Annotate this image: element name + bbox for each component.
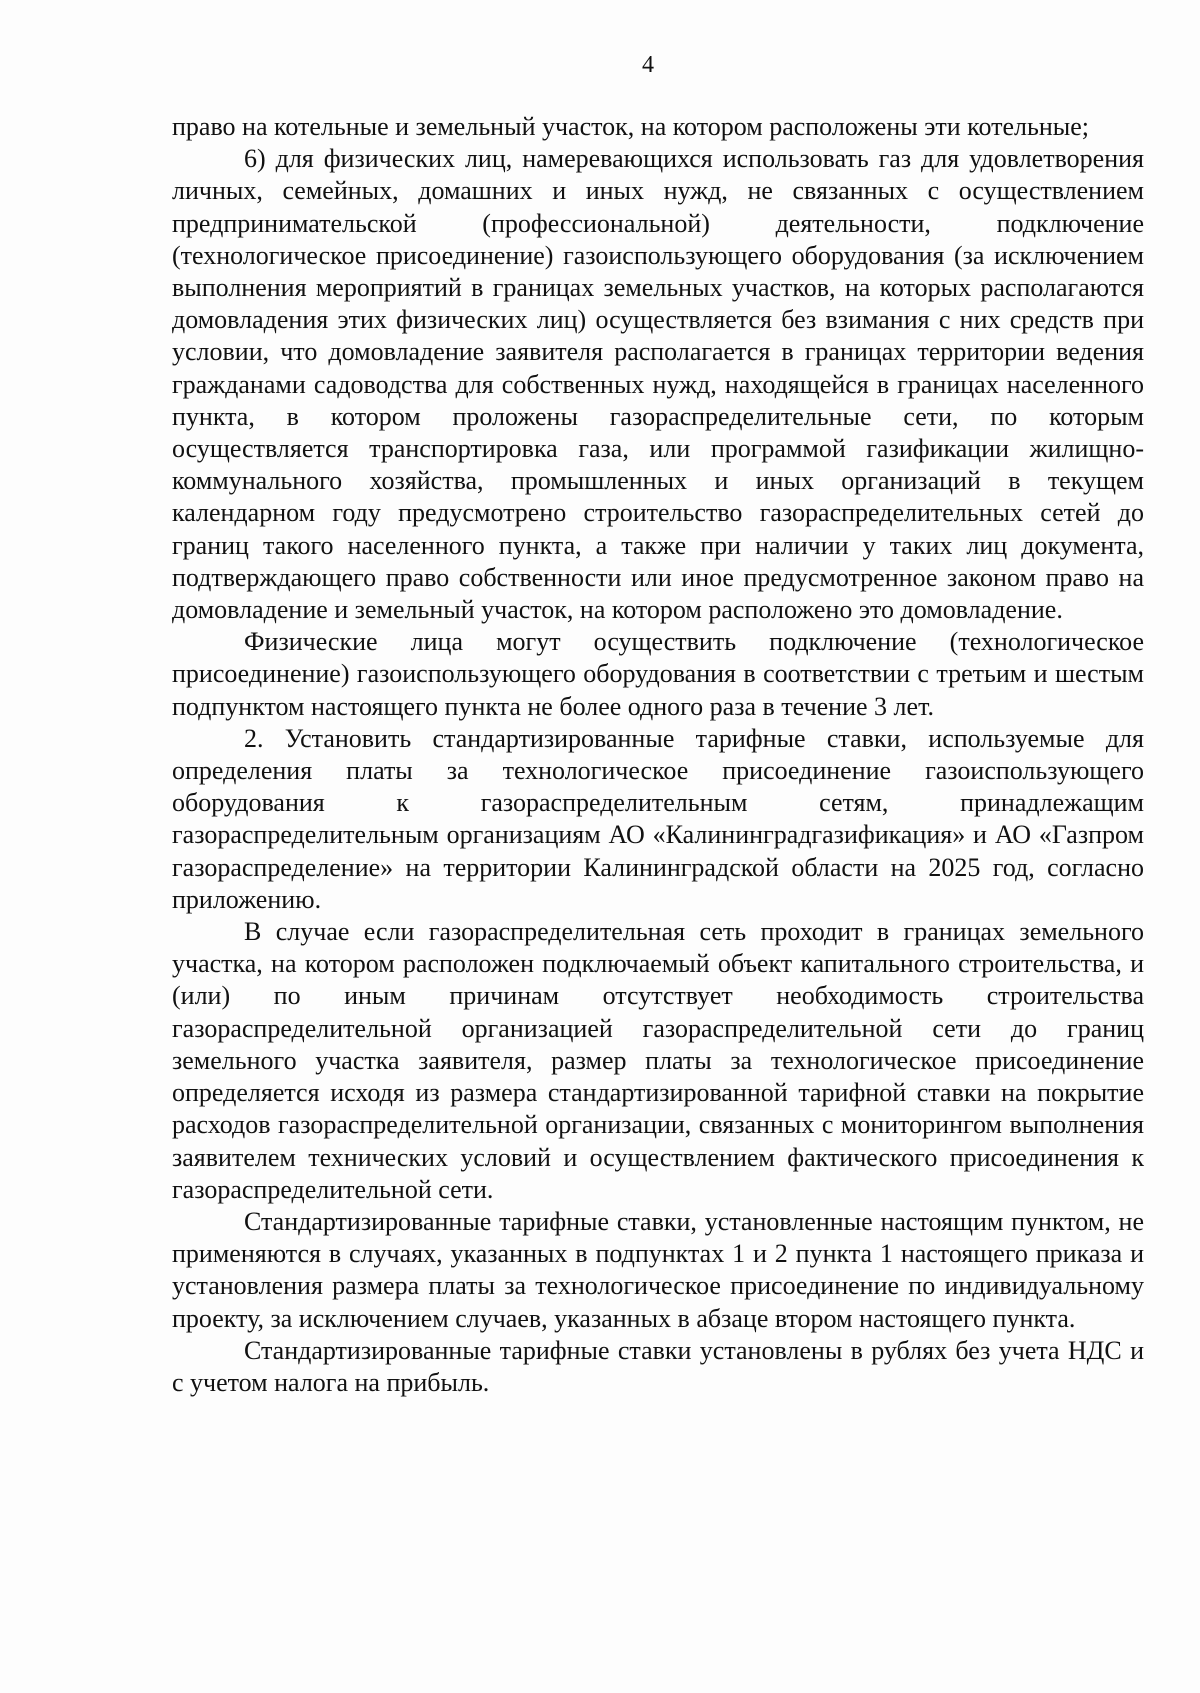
document-body	[172, 111, 1144, 1399]
paragraph-subitem-6: 6) для физических лиц, намеревающихся использовать газ для удовлетворения личных, семейных, домашних и иных нужд, не связанных с осуществлением предпринимательской (профессиональной) деятельности, подключение (технологическое присоединение) газоиспользующего оборудования (за исключением выполнения мероприятий в границах земельных участков, на которых располагаются домовладения этих физических лиц) осуществляется без взимания с них средств при условии, что домовладение заявителя располагается в границах территории ведения гражданами садоводства для собственных нужд, находящейся в границах населенного пункта, в котором проложены газораспределительные сети, по которым осуществляется транспортировка газа, или программой газификации жилищно-коммунального хозяйства, промышленных и иных организаций в текущем календарном году предусмотрено строительство газораспределительных сетей до границ такого населенного пункта, а также при наличии у таких лиц документа, подтверждающего право собственности или иное предусмотренное законом право на домовладение и земельный участок, на котором расположено это домовладение.	[172, 144, 1144, 625]
page-number: 4	[642, 52, 654, 78]
paragraph-item-2-tariff-rates: 2. Установить стандартизированные тарифные ставки, используемые для определения платы за технологическое присоединение газоиспользующего оборудования к газораспределительным сетям, принадлежащим газораспределительным организациям АО «Калининградгазификация» и АО «Газпром газораспределение» на территории Калининградской области на 2025 год, согласно приложению.	[172, 723, 1144, 914]
paragraph-rates-vat: Стандартизированные тарифные ставки установлены в рублях без учета НДС и с учетом налога на прибыль.	[172, 1335, 1144, 1397]
paragraph-network-within-plot: В случае если газораспределительная сеть проходит в границах земельного участка, на котором расположен подключаемый объект капитального строительства, и (или) по иным причинам отсутствует необходимость строительства газораспределительной организацией газораспределительной сети до границ земельного участка заявителя, размер платы за технологическое присоединение определяется исходя из размера стандартизированной тарифной ставки на покрытие расходов газораспределительной организации, связанных с мониторингом выполнения заявителем технических условий и осуществлением фактического присоединения к газораспределительной сети.	[172, 917, 1144, 1204]
paragraph-individuals-connection: Физические лица могут осуществить подключение (технологическое присоединение) газоиспользующего оборудования в соответствии с третьим и шестым подпунктом настоящего пункта не более одного раза в течение 3 лет.	[172, 627, 1144, 721]
paragraph-rates-not-applied: Стандартизированные тарифные ставки, установленные настоящим пунктом, не применяются в случаях, указанных в подпунктах 1 и 2 пункта 1 настоящего приказа и установления размера платы за технологическое присоединение по индивидуальному проекту, за исключением случаев, указанных в абзаце втором настоящего пункта.	[172, 1206, 1144, 1333]
paragraph-continuation: право на котельные и земельный участок, на котором расположены эти котельные;	[172, 112, 1089, 141]
